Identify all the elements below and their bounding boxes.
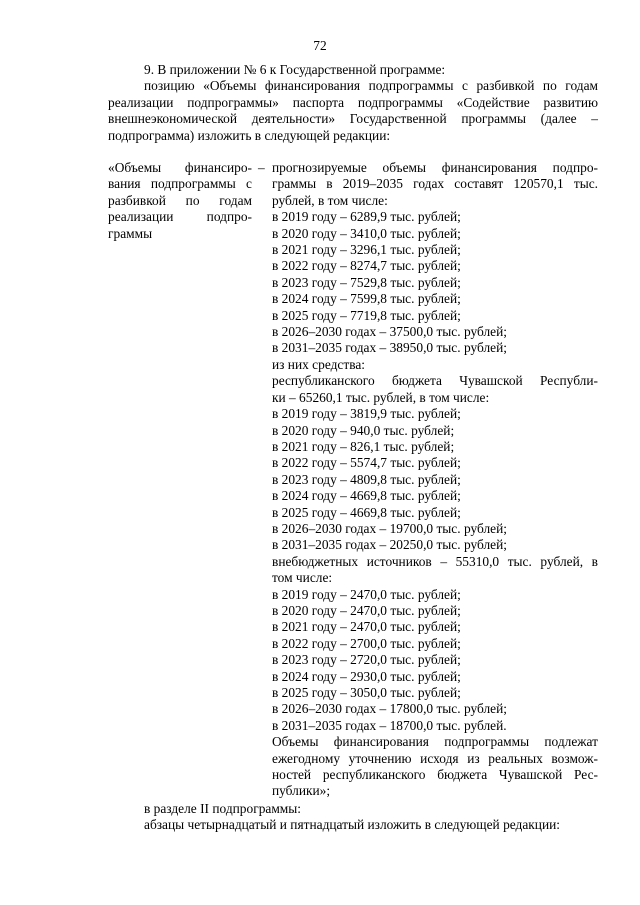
value-line: из них средства: <box>272 356 366 372</box>
value-line: республиканского бюджета Чувашской Республи- <box>272 373 598 389</box>
intro-line: подпрограмма) изложить в следующей редакции: <box>108 127 391 143</box>
value-line: в 2022 году – 2700,0 тыс. рублей; <box>272 635 461 651</box>
value-line: в 2019 году – 2470,0 тыс. рублей; <box>272 586 461 602</box>
value-line: в 2019 году – 3819,9 тыс. рублей; <box>272 406 461 422</box>
value-line: в 2025 году – 4669,8 тыс. рублей; <box>272 504 461 520</box>
after-line: в разделе II подпрограммы: <box>144 801 301 816</box>
value-line: в 2024 году – 7599,8 тыс. рублей; <box>272 291 461 307</box>
value-line: публики»; <box>272 783 331 799</box>
value-line: в 2021 году – 2470,0 тыс. рублей; <box>272 619 461 635</box>
value-line: в 2026–2030 годах – 17800,0 тыс. рублей; <box>272 701 507 717</box>
value-line: в 2026–2030 годах – 19700,0 тыс. рублей; <box>272 520 507 536</box>
row-dash: – <box>258 160 265 175</box>
after-paragraph <box>144 801 604 834</box>
value-line: в 2025 году – 7719,8 тыс. рублей; <box>272 307 461 323</box>
value-line: в 2031–2035 годах – 18700,0 тыс. рублей. <box>272 717 507 733</box>
value-line: прогнозируемые объемы финансирования подпро- <box>272 160 598 175</box>
value-line: в 2031–2035 годах – 20250,0 тыс. рублей; <box>272 537 507 553</box>
value-line: рублей, в том числе: <box>272 192 388 208</box>
value-line: ежегодному уточнению исходя из реальных возмож- <box>272 750 598 766</box>
value-line: граммы в 2019–2035 годах составят 120570,1 тыс. <box>272 176 598 192</box>
value-line: в 2019 году – 6289,9 тыс. рублей; <box>272 209 461 225</box>
intro-line: реализации подпрограммы» паспорта подпрограммы «Содействие развитию <box>108 94 598 110</box>
value-line: в 2020 году – 2470,0 тыс. рублей; <box>272 602 461 618</box>
row-label-line: вания подпрограммы с <box>108 176 252 192</box>
value-line: в 2026–2030 годах – 37500,0 тыс. рублей; <box>272 324 507 340</box>
value-line: в 2020 году – 940,0 тыс. рублей; <box>272 422 455 438</box>
value-line: внебюджетных источников – 55310,0 тыс. рублей, в <box>272 553 598 569</box>
intro-line: 9. В приложении № 6 к Государственной программе: <box>144 62 446 77</box>
value-line: в 2025 году – 3050,0 тыс. рублей; <box>272 685 461 700</box>
value-line: в 2021 году – 3296,1 тыс. рублей; <box>272 242 461 258</box>
intro-line: внешнеэкономической деятельности» Государственной программы (далее – <box>108 111 598 127</box>
after-line: абзацы четырнадцатый и пятнадцатый изложить в следующей редакции: <box>144 817 561 833</box>
row-label-line: реализации подпро- <box>108 209 252 225</box>
intro-paragraph <box>108 62 598 144</box>
row-label-line: «Объемы финансиро- <box>108 160 252 175</box>
value-line: в 2023 году – 7529,8 тыс. рублей; <box>272 274 461 290</box>
passport-row-label <box>108 160 252 242</box>
value-line: в 2024 году – 2930,0 тыс. рублей; <box>272 668 461 684</box>
value-line: в 2022 году – 8274,7 тыс. рублей; <box>272 258 461 274</box>
value-line: в 2024 году – 4669,8 тыс. рублей; <box>272 488 461 504</box>
value-line: Объемы финансирования подпрограммы подлежат <box>272 734 598 750</box>
row-label-line: разбивкой по годам <box>108 192 252 208</box>
passport-row-value <box>272 160 598 800</box>
value-line: том числе: <box>272 570 333 586</box>
value-line: в 2020 году – 3410,0 тыс. рублей; <box>272 225 461 241</box>
value-line: ки – 65260,1 тыс. рублей, в том числе: <box>272 389 490 405</box>
value-line: в 2031–2035 годах – 38950,0 тыс. рублей; <box>272 340 507 356</box>
intro-line: позицию «Объемы финансирования подпрограммы с разбивкой по годам <box>144 78 598 94</box>
value-line: в 2023 году – 2720,0 тыс. рублей; <box>272 652 461 668</box>
value-line: в 2021 году – 826,1 тыс. рублей; <box>272 438 455 454</box>
value-line: в 2023 году – 4809,8 тыс. рублей; <box>272 471 461 487</box>
value-line: ностей республиканского бюджета Чувашской Рес- <box>272 767 598 783</box>
page-number: 72 <box>313 38 327 53</box>
value-line: в 2022 году – 5574,7 тыс. рублей; <box>272 455 461 471</box>
row-label-line: граммы <box>108 225 153 241</box>
